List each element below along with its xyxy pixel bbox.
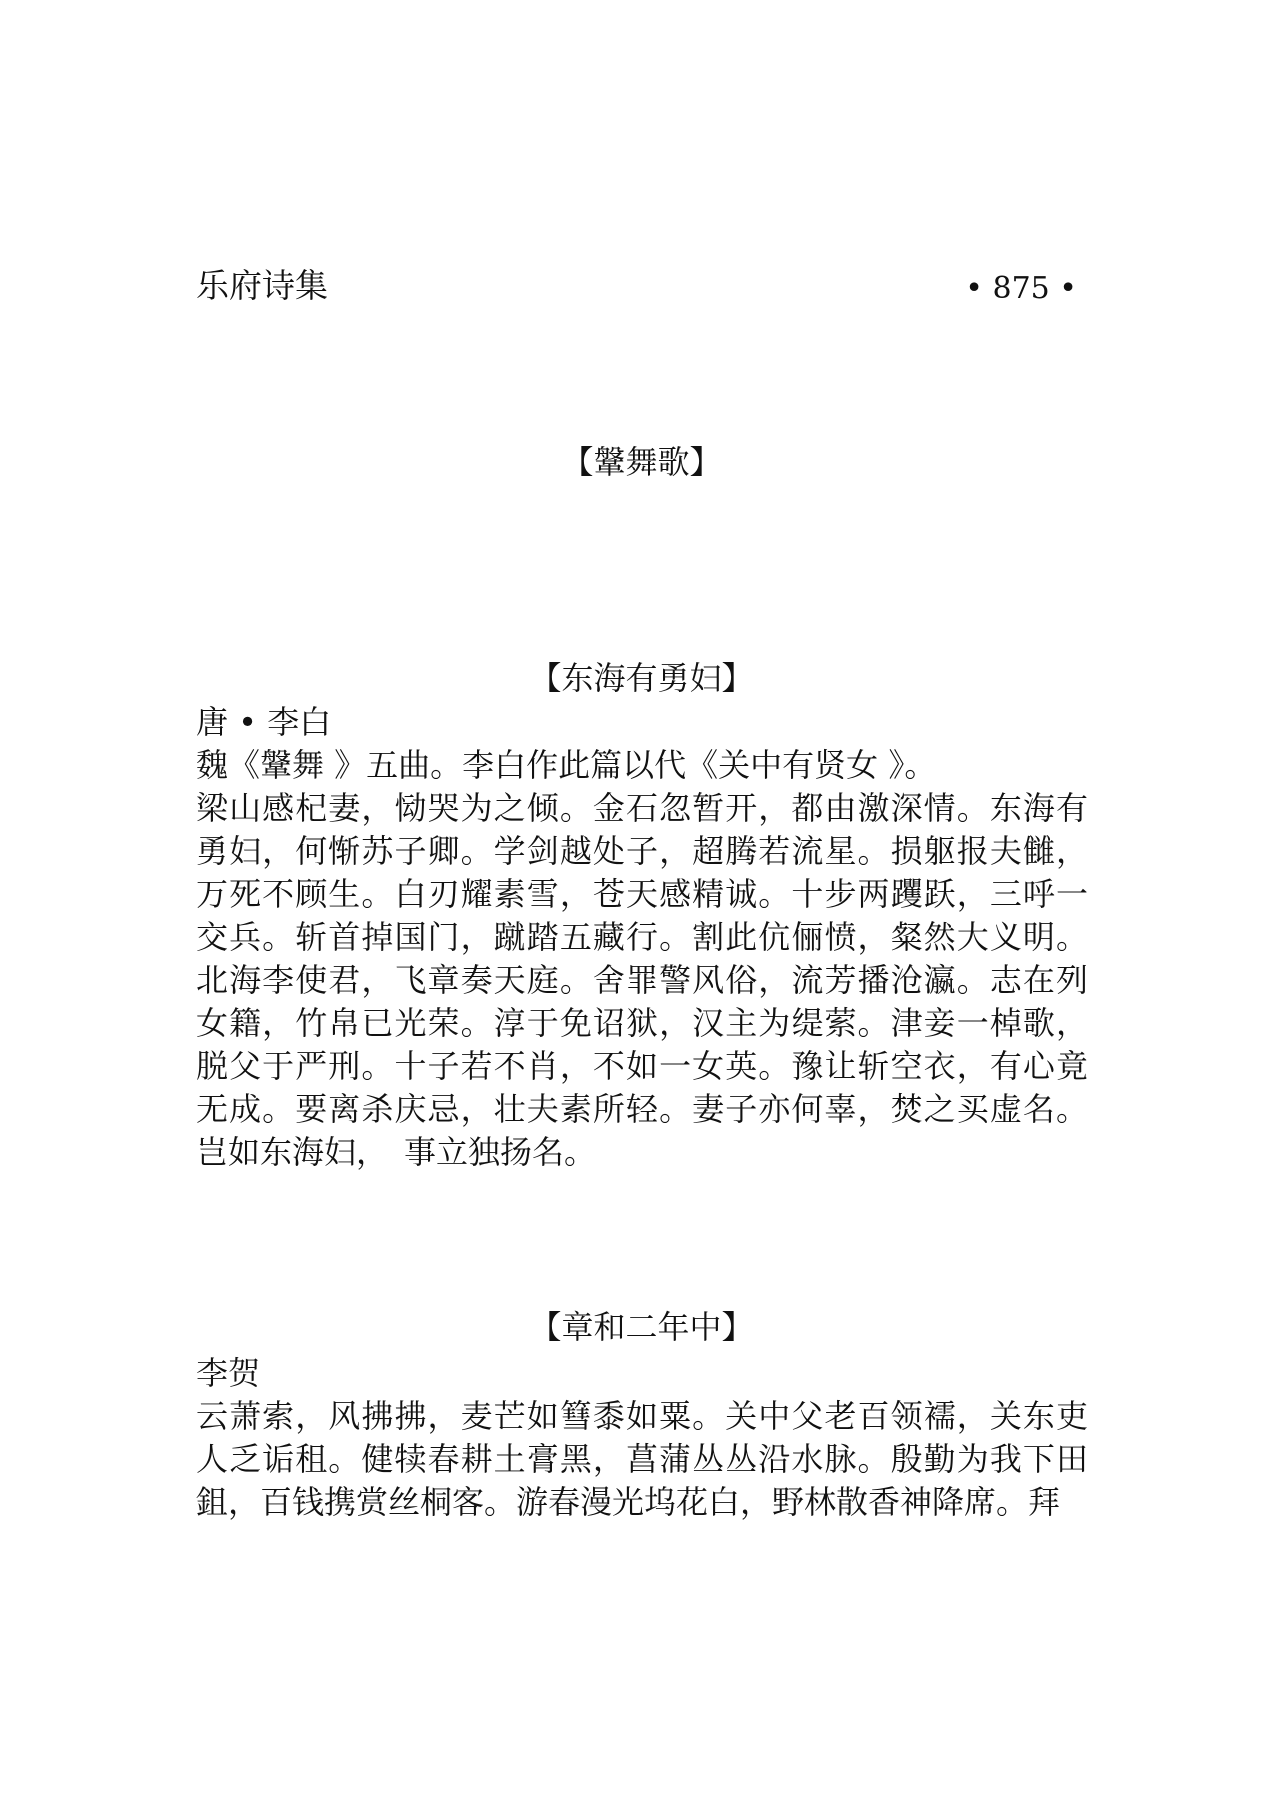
poem-note: 魏《鞶舞 》五曲。李白作此篇以代《关中有贤女 》。	[196, 746, 937, 784]
poem-zhanghe-ernian-zhong	[196, 1352, 1088, 1524]
page-number: • 875 •	[965, 271, 1077, 306]
poem-text: 梁山感杞妻，恸哭为之倾。金石忽暂开，都由激深情。东海有勇妇，何惭苏子卿。学剑越处子，超腾若流星。损躯报夫雠，万死不顾生。白刃耀素雪，苍天感精诚。十步两躩跃，三呼一交兵。斩首掉国门，蹴踏五藏行。割此伉俪愤，粲然大义明。北海李使君，飞章奏天庭。舍罪警风俗，流芳播沧瀛。志在列女籍，竹帛已光荣。淳于免诏狱，汉主为缇萦。津妾一棹歌，脱父于严刑。十子若不肖，不如一女英。豫让斩空衣，有心竟无成。要离杀庆忌，壮夫素所轻。妻子亦何辜，焚之买虚名。岂如东海妇， 事立独扬名。	[196, 789, 1088, 1171]
poem-donghai-youyongfu	[196, 701, 1088, 1174]
poem-text: 云萧索，风拂拂，麦芒如篲黍如粟。关中父老百领襦，关东吏人乏诟租。健犊春耕土膏黑，菖蒲丛丛沿水脉。殷勤为我下田鉏，百钱携赏丝桐客。游春漫光坞花白，野林散香神降席。拜	[196, 1397, 1088, 1521]
poem-author: 唐 • 李白	[196, 703, 332, 741]
section-title-donghai-youyongfu: 【东海有勇妇】	[529, 659, 754, 697]
section-title-pan-wu-ge: 【鞶舞歌】	[561, 443, 722, 481]
book-title: 乐府诗集	[196, 266, 328, 305]
section-title-zhanghe-ernian-zhong: 【章和二年中】	[529, 1308, 754, 1346]
poem-author: 李贺	[196, 1354, 261, 1392]
